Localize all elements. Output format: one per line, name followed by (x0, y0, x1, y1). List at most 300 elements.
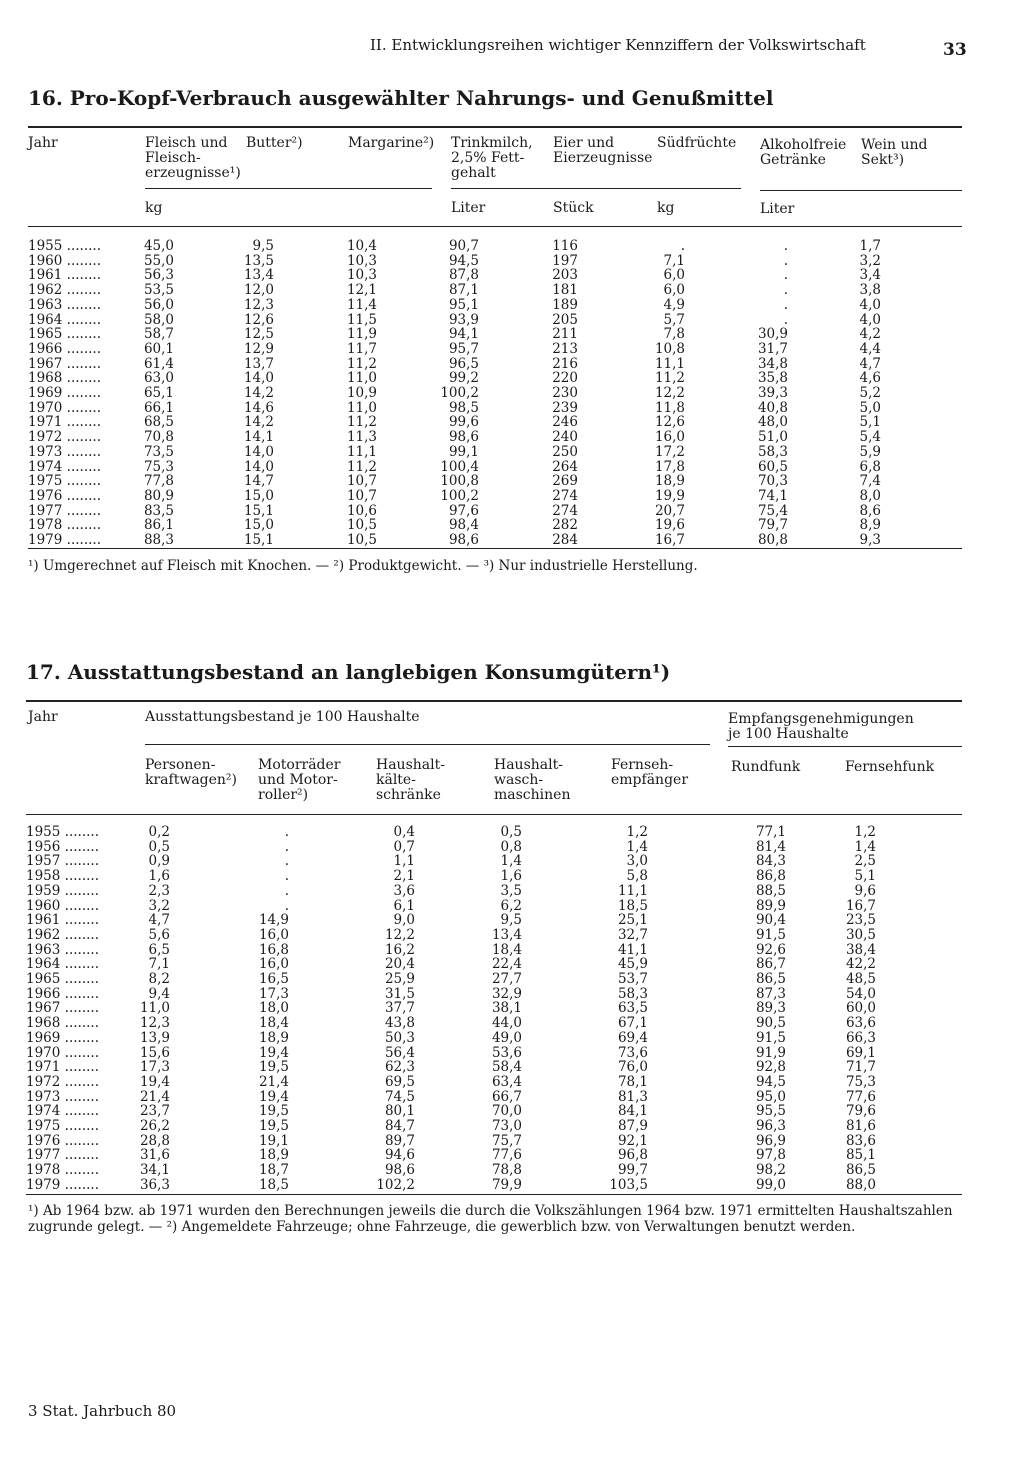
margarine-cell: 10,5 (346, 532, 377, 548)
butter-cell: 12,9 (243, 340, 274, 357)
t17-header-fernsehfunk: Fernsehfunk (845, 759, 935, 775)
year-cell: 1965 ........ (28, 326, 101, 343)
kuehl-cell: 102,2 (376, 1176, 415, 1193)
alkoholfreie-cell: 30,9 (757, 326, 788, 343)
pkw-cell: 28,8 (139, 1132, 170, 1149)
wasch-cell: 66,7 (491, 1088, 522, 1105)
wein-cell: 4,0 (859, 311, 881, 328)
rundfunk-cell: 92,6 (755, 941, 786, 958)
dot-leader: ........ (60, 971, 99, 987)
year-cell: 1972 ........ (28, 429, 101, 446)
fernsehfunk-cell: 88,0 (845, 1176, 876, 1193)
trinkmilch-cell: 98,6 (448, 532, 479, 548)
wasch-cell: 6,2 (500, 897, 522, 914)
suedfruechte-cell: 6,0 (663, 282, 685, 299)
fernsehfunk-cell: 81,6 (845, 1118, 876, 1134)
motorraeder-cell: 19,5 (258, 1059, 289, 1076)
wasch-cell: 73,0 (491, 1118, 522, 1134)
motorraeder-cell: . (284, 882, 289, 899)
fernsehfunk-cell: 5,1 (854, 868, 876, 885)
alkoholfreie-cell: 75,4 (757, 502, 788, 519)
t17-rule-ausstattung (145, 744, 710, 745)
kuehl-cell: 74,5 (384, 1088, 415, 1105)
fleisch-cell: 65,1 (143, 385, 174, 401)
alkoholfreie-cell: 48,0 (757, 414, 788, 431)
rundfunk-cell: 84,3 (755, 853, 786, 870)
eier-cell: 239 (552, 399, 578, 416)
fernsehfunk-cell: 71,7 (845, 1059, 876, 1076)
butter-cell: 14,0 (243, 370, 274, 387)
kuehl-cell: 1,1 (393, 853, 415, 870)
trinkmilch-cell: 87,1 (448, 282, 479, 299)
dot-leader: ........ (60, 1147, 99, 1164)
trinkmilch-cell: 99,1 (448, 443, 479, 460)
wasch-cell: 63,4 (491, 1073, 522, 1090)
trinkmilch-cell: 98,6 (448, 429, 479, 446)
t16-header-bottom-rule (28, 226, 962, 227)
t16-header-wein: Wein und Sekt³) (861, 137, 928, 168)
dot-leader: ........ (62, 370, 101, 387)
butter-cell: 12,5 (243, 326, 274, 343)
margarine-cell: 11,7 (346, 340, 377, 357)
dot-leader: ........ (62, 340, 101, 357)
margarine-cell: 10,6 (346, 502, 377, 519)
fernseh-cell: 69,4 (617, 1029, 648, 1046)
year-cell: 1959 ........ (26, 882, 99, 899)
alkoholfreie-cell: . (783, 311, 788, 328)
t16-header-jahr: Jahr (28, 135, 58, 151)
t17-rule-empfang (728, 746, 962, 747)
margarine-cell: 10,7 (346, 473, 377, 490)
dot-leader: ........ (60, 1059, 99, 1076)
year-cell: 1960 ........ (28, 252, 101, 269)
suedfruechte-cell: 11,1 (654, 355, 685, 372)
year-cell: 1979 ........ (28, 532, 101, 548)
eier-cell: 189 (552, 296, 578, 313)
trinkmilch-cell: 87,8 (448, 267, 479, 284)
fernsehfunk-cell: 69,1 (845, 1044, 876, 1061)
year-cell: 1973 ........ (28, 443, 101, 460)
pkw-cell: 0,5 (148, 838, 170, 855)
dot-leader: ........ (60, 985, 99, 1002)
pkw-cell: 21,4 (139, 1088, 170, 1105)
pkw-cell: 34,1 (139, 1162, 170, 1179)
dot-leader: ........ (62, 473, 101, 490)
wasch-cell: 79,9 (491, 1176, 522, 1193)
t16-rule-liter (760, 190, 962, 191)
eier-cell: 269 (552, 473, 578, 490)
pkw-cell: 1,6 (148, 868, 170, 885)
trinkmilch-cell: 100,2 (440, 487, 479, 504)
t17-header-wasch: Haushalt- wasch- maschinen (494, 757, 571, 803)
t16-header-margarine: Margarine²) (348, 135, 435, 151)
pkw-cell: 31,6 (139, 1147, 170, 1164)
t17-header-group-ausstattung: Ausstattungsbestand je 100 Haushalte (145, 709, 420, 725)
wein-cell: 5,2 (859, 385, 881, 401)
butter-cell: 14,2 (243, 414, 274, 431)
t17-header-fernseh: Fernseh- empfänger (611, 757, 689, 788)
table16-top-rule (28, 126, 962, 128)
suedfruechte-cell: 17,8 (654, 458, 685, 475)
wein-cell: 3,8 (859, 282, 881, 299)
wein-cell: 4,4 (859, 340, 881, 357)
dot-leader: ........ (60, 868, 99, 885)
year-cell: 1975 ........ (26, 1118, 99, 1134)
fernseh-cell: 96,8 (617, 1147, 648, 1164)
fernsehfunk-cell: 63,6 (845, 1015, 876, 1032)
eier-cell: 230 (552, 385, 578, 401)
rundfunk-cell: 99,0 (755, 1176, 786, 1193)
eier-cell: 246 (552, 414, 578, 431)
margarine-cell: 10,5 (346, 517, 377, 534)
eier-cell: 240 (552, 429, 578, 446)
fernseh-cell: 18,5 (617, 897, 648, 914)
eier-cell: 205 (552, 311, 578, 328)
rundfunk-cell: 94,5 (755, 1073, 786, 1090)
eier-cell: 220 (552, 370, 578, 387)
butter-cell: 13,4 (243, 267, 274, 284)
kuehl-cell: 62,3 (384, 1059, 415, 1076)
motorraeder-cell: 14,9 (258, 912, 289, 929)
eier-cell: 181 (552, 282, 578, 299)
wasch-cell: 13,4 (491, 926, 522, 943)
t16-unit-kg2: kg (657, 200, 675, 216)
wein-cell: 9,3 (859, 532, 881, 548)
t17-bottom-rule (26, 1194, 962, 1195)
fleisch-cell: 56,0 (143, 296, 174, 313)
t17-footnote: ¹) Ab 1964 bzw. ab 1971 wurden den Berechnungen jeweils die durch die Volkszählungen 1964 bzw. 1971 ermittelten Haushaltszahlen zugrunde gelegt. — ²) Angemeldete Fahrzeuge; ohne Fahrzeuge, die gewerblich bzw. von Verwaltungen benutzt werden. (28, 1203, 953, 1235)
year-cell: 1975 ........ (28, 473, 101, 490)
wasch-cell: 38,1 (491, 1000, 522, 1017)
year-cell: 1968 ........ (28, 370, 101, 387)
year-cell: 1966 ........ (28, 340, 101, 357)
suedfruechte-cell: . (680, 238, 685, 254)
pkw-cell: 26,2 (139, 1118, 170, 1134)
motorraeder-cell: 19,5 (258, 1118, 289, 1134)
wasch-cell: 0,5 (500, 824, 522, 840)
motorraeder-cell: 18,9 (258, 1147, 289, 1164)
dot-leader: ........ (60, 838, 99, 855)
eier-cell: 116 (552, 238, 578, 254)
suedfruechte-cell: 12,2 (654, 385, 685, 401)
t16-unit-kg: kg (145, 200, 163, 216)
year-cell: 1961 ........ (26, 912, 99, 929)
rundfunk-cell: 86,7 (755, 956, 786, 973)
pkw-cell: 11,0 (139, 1000, 170, 1017)
wasch-cell: 75,7 (491, 1132, 522, 1149)
t16-bottom-rule (28, 548, 962, 549)
year-cell: 1961 ........ (28, 267, 101, 284)
dot-leader: ........ (62, 532, 101, 548)
pkw-cell: 15,6 (139, 1044, 170, 1061)
alkoholfreie-cell: 70,3 (757, 473, 788, 490)
fernsehfunk-cell: 2,5 (854, 853, 876, 870)
pkw-cell: 36,3 (139, 1176, 170, 1193)
fernsehfunk-cell: 66,3 (845, 1029, 876, 1046)
kuehl-cell: 0,7 (393, 838, 415, 855)
fleisch-cell: 80,9 (143, 487, 174, 504)
dot-leader: ........ (62, 267, 101, 284)
suedfruechte-cell: 10,8 (654, 340, 685, 357)
kuehl-cell: 0,4 (393, 824, 415, 840)
butter-cell: 15,1 (243, 532, 274, 548)
alkoholfreie-cell: 35,8 (757, 370, 788, 387)
wein-cell: 1,7 (859, 238, 881, 254)
rundfunk-cell: 81,4 (755, 838, 786, 855)
dot-leader: ........ (60, 1029, 99, 1046)
kuehl-cell: 89,7 (384, 1132, 415, 1149)
kuehl-cell: 12,2 (384, 926, 415, 943)
table17-top-rule (26, 700, 962, 702)
butter-cell: 13,5 (243, 252, 274, 269)
dot-leader: ........ (60, 1162, 99, 1179)
suedfruechte-cell: 7,8 (663, 326, 685, 343)
rundfunk-cell: 98,2 (755, 1162, 786, 1179)
eier-cell: 203 (552, 267, 578, 284)
dot-leader: ........ (62, 487, 101, 504)
eier-cell: 197 (552, 252, 578, 269)
rundfunk-cell: 96,3 (755, 1118, 786, 1134)
dot-leader: ........ (60, 912, 99, 929)
alkoholfreie-cell: . (783, 267, 788, 284)
dot-leader: ........ (60, 956, 99, 973)
margarine-cell: 10,3 (346, 267, 377, 284)
wasch-cell: 44,0 (491, 1015, 522, 1032)
dot-leader: ........ (62, 282, 101, 299)
year-cell: 1976 ........ (28, 487, 101, 504)
fernsehfunk-cell: 54,0 (845, 985, 876, 1002)
alkoholfreie-cell: 58,3 (757, 443, 788, 460)
year-cell: 1972 ........ (26, 1073, 99, 1090)
motorraeder-cell: . (284, 897, 289, 914)
motorraeder-cell: 16,0 (258, 926, 289, 943)
trinkmilch-cell: 93,9 (448, 311, 479, 328)
suedfruechte-cell: 11,8 (654, 399, 685, 416)
motorraeder-cell: 17,3 (258, 985, 289, 1002)
motorraeder-cell: . (284, 824, 289, 840)
rundfunk-cell: 86,5 (755, 971, 786, 987)
dot-leader: ........ (62, 238, 101, 254)
t17-header-motorraeder: Motorräder und Motor- roller²) (258, 757, 341, 803)
year-cell: 1966 ........ (26, 985, 99, 1002)
motorraeder-cell: 19,4 (258, 1088, 289, 1105)
dot-leader: ........ (62, 429, 101, 446)
suedfruechte-cell: 12,6 (654, 414, 685, 431)
wein-cell: 5,1 (859, 414, 881, 431)
trinkmilch-cell: 99,2 (448, 370, 479, 387)
wasch-cell: 1,6 (500, 868, 522, 885)
pkw-cell: 19,4 (139, 1073, 170, 1090)
kuehl-cell: 69,5 (384, 1073, 415, 1090)
eier-cell: 213 (552, 340, 578, 357)
rundfunk-cell: 91,5 (755, 1029, 786, 1046)
fernsehfunk-cell: 1,2 (854, 824, 876, 840)
fernsehfunk-cell: 30,5 (845, 926, 876, 943)
alkoholfreie-cell: . (783, 296, 788, 313)
fleisch-cell: 53,5 (143, 282, 174, 299)
wein-cell: 7,4 (859, 473, 881, 490)
kuehl-cell: 37,7 (384, 1000, 415, 1017)
fernsehfunk-cell: 75,3 (845, 1073, 876, 1090)
pkw-cell: 5,6 (148, 926, 170, 943)
dot-leader: ........ (60, 1118, 99, 1134)
wasch-cell: 1,4 (500, 853, 522, 870)
table16-title: 16. Pro-Kopf-Verbrauch ausgewählter Nahrungs- und Genußmittel (28, 86, 774, 110)
year-cell: 1977 ........ (28, 502, 101, 519)
fernseh-cell: 58,3 (617, 985, 648, 1002)
motorraeder-cell: . (284, 838, 289, 855)
year-cell: 1967 ........ (26, 1000, 99, 1017)
alkoholfreie-cell: 80,8 (757, 532, 788, 548)
fernsehfunk-cell: 60,0 (845, 1000, 876, 1017)
wein-cell: 3,4 (859, 267, 881, 284)
suedfruechte-cell: 19,9 (654, 487, 685, 504)
t16-rule-mid (451, 188, 741, 189)
kuehl-cell: 20,4 (384, 956, 415, 973)
year-cell: 1958 ........ (26, 868, 99, 885)
suedfruechte-cell: 11,2 (654, 370, 685, 387)
t16-header-eier: Eier und Eierzeugnisse (553, 135, 653, 166)
fernsehfunk-cell: 1,4 (854, 838, 876, 855)
wasch-cell: 3,5 (500, 882, 522, 899)
year-cell: 1970 ........ (28, 399, 101, 416)
butter-cell: 14,1 (243, 429, 274, 446)
motorraeder-cell: 16,0 (258, 956, 289, 973)
fernseh-cell: 67,1 (617, 1015, 648, 1032)
fernseh-cell: 53,7 (617, 971, 648, 987)
dot-leader: ........ (62, 414, 101, 431)
motorraeder-cell: . (284, 853, 289, 870)
wasch-cell: 70,0 (491, 1103, 522, 1120)
kuehl-cell: 94,6 (384, 1147, 415, 1164)
dot-leader: ........ (60, 1000, 99, 1017)
trinkmilch-cell: 100,8 (440, 473, 479, 490)
wein-cell: 4,7 (859, 355, 881, 372)
butter-cell: 15,0 (243, 487, 274, 504)
dot-leader: ........ (62, 458, 101, 475)
margarine-cell: 10,9 (346, 385, 377, 401)
dot-leader: ........ (60, 926, 99, 943)
pkw-cell: 7,1 (148, 956, 170, 973)
fernseh-cell: 45,9 (617, 956, 648, 973)
motorraeder-cell: . (284, 868, 289, 885)
kuehl-cell: 31,5 (384, 985, 415, 1002)
fernseh-cell: 3,0 (626, 853, 648, 870)
eier-cell: 282 (552, 517, 578, 534)
pkw-cell: 3,2 (148, 897, 170, 914)
eier-cell: 264 (552, 458, 578, 475)
page-number: 33 (943, 40, 967, 60)
butter-cell: 14,2 (243, 385, 274, 401)
kuehl-cell: 9,0 (393, 912, 415, 929)
rundfunk-cell: 95,5 (755, 1103, 786, 1120)
wasch-cell: 77,6 (491, 1147, 522, 1164)
motorraeder-cell: 19,4 (258, 1044, 289, 1061)
eier-cell: 250 (552, 443, 578, 460)
alkoholfreie-cell: 31,7 (757, 340, 788, 357)
alkoholfreie-cell: 40,8 (757, 399, 788, 416)
fernseh-cell: 81,3 (617, 1088, 648, 1105)
t17-header-rundfunk: Rundfunk (731, 759, 801, 775)
butter-cell: 12,3 (243, 296, 274, 313)
year-cell: 1979 ........ (26, 1176, 99, 1193)
motorraeder-cell: 16,5 (258, 971, 289, 987)
year-cell: 1963 ........ (28, 296, 101, 313)
year-cell: 1974 ........ (28, 458, 101, 475)
alkoholfreie-cell: 51,0 (757, 429, 788, 446)
fernseh-cell: 41,1 (617, 941, 648, 958)
eier-cell: 211 (552, 326, 578, 343)
fernseh-cell: 99,7 (617, 1162, 648, 1179)
rundfunk-cell: 89,9 (755, 897, 786, 914)
dot-leader: ........ (60, 1176, 99, 1193)
pkw-cell: 17,3 (139, 1059, 170, 1076)
trinkmilch-cell: 100,4 (440, 458, 479, 475)
butter-cell: 14,0 (243, 443, 274, 460)
dot-leader: ........ (62, 296, 101, 313)
wasch-cell: 18,4 (491, 941, 522, 958)
fleisch-cell: 60,1 (143, 340, 174, 357)
fernsehfunk-cell: 42,2 (845, 956, 876, 973)
kuehl-cell: 98,6 (384, 1162, 415, 1179)
wein-cell: 3,2 (859, 252, 881, 269)
motorraeder-cell: 18,9 (258, 1029, 289, 1046)
fernsehfunk-cell: 9,6 (854, 882, 876, 899)
fernsehfunk-cell: 48,5 (845, 971, 876, 987)
dot-leader: ........ (62, 385, 101, 401)
margarine-cell: 11,2 (346, 355, 377, 372)
dot-leader: ........ (62, 355, 101, 372)
rundfunk-cell: 90,5 (755, 1015, 786, 1032)
t16-header-trinkmilch: Trinkmilch, 2,5% Fett- gehalt (451, 135, 533, 181)
rundfunk-cell: 96,9 (755, 1132, 786, 1149)
year-cell: 1964 ........ (26, 956, 99, 973)
butter-cell: 14,7 (243, 473, 274, 490)
motorraeder-cell: 18,5 (258, 1176, 289, 1193)
motorraeder-cell: 18,7 (258, 1162, 289, 1179)
year-cell: 1978 ........ (26, 1162, 99, 1179)
dot-leader: ........ (62, 311, 101, 328)
rundfunk-cell: 77,1 (755, 824, 786, 840)
motorraeder-cell: 16,8 (258, 941, 289, 958)
motorraeder-cell: 21,4 (258, 1073, 289, 1090)
trinkmilch-cell: 100,2 (440, 385, 479, 401)
year-cell: 1967 ........ (28, 355, 101, 372)
table17-title: 17. Ausstattungsbestand an langlebigen Konsumgütern¹) (26, 660, 671, 684)
margarine-cell: 11,4 (346, 296, 377, 313)
butter-cell: 15,0 (243, 517, 274, 534)
fernsehfunk-cell: 83,6 (845, 1132, 876, 1149)
kuehl-cell: 6,1 (393, 897, 415, 914)
dot-leader: ........ (60, 853, 99, 870)
t17-header-bottom-rule (26, 814, 962, 815)
fleisch-cell: 77,8 (143, 473, 174, 490)
margarine-cell: 11,2 (346, 414, 377, 431)
margarine-cell: 11,9 (346, 326, 377, 343)
butter-cell: 9,5 (252, 238, 274, 254)
butter-cell: 12,6 (243, 311, 274, 328)
alkoholfreie-cell: . (783, 282, 788, 299)
dot-leader: ........ (60, 1015, 99, 1032)
butter-cell: 15,1 (243, 502, 274, 519)
fernseh-cell: 5,8 (626, 868, 648, 885)
t16-rule-kg (145, 188, 432, 189)
butter-cell: 12,0 (243, 282, 274, 299)
fleisch-cell: 66,1 (143, 399, 174, 416)
kuehl-cell: 3,6 (393, 882, 415, 899)
fernseh-cell: 11,1 (617, 882, 648, 899)
year-cell: 1974 ........ (26, 1103, 99, 1120)
